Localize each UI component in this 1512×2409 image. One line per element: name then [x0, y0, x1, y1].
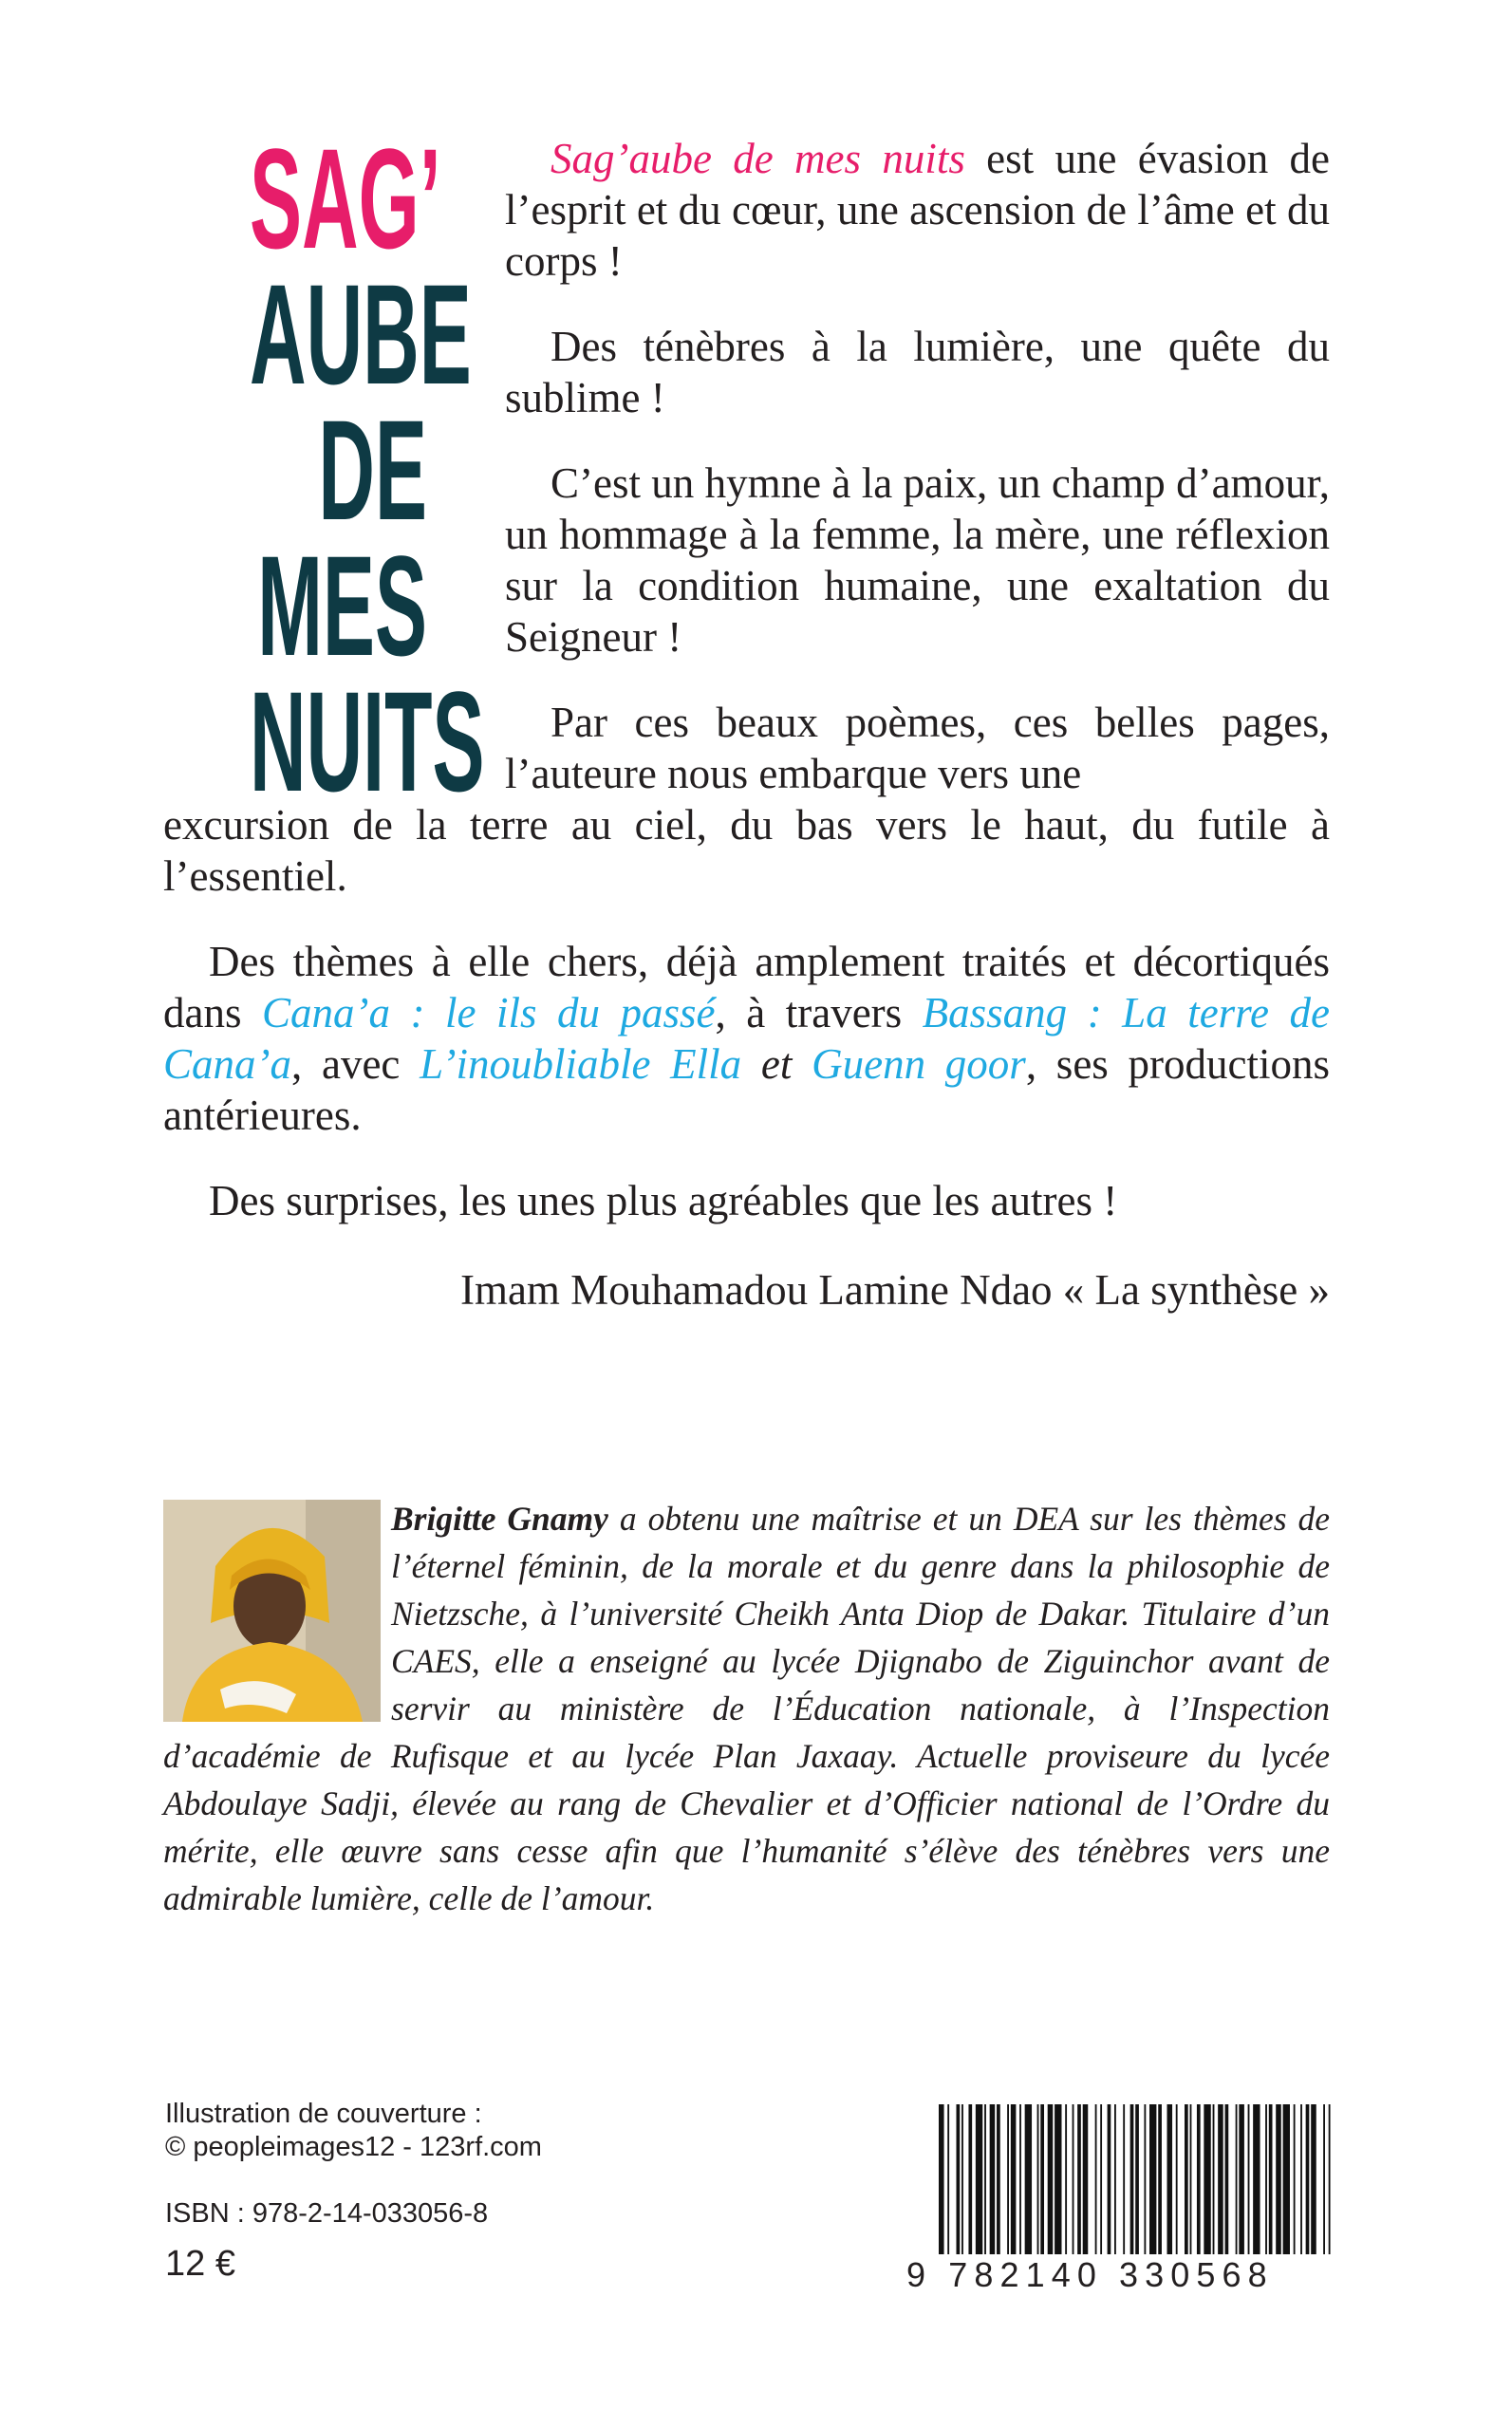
- barcode-bar: [1040, 2104, 1044, 2254]
- barcode-bar: [1283, 2104, 1290, 2254]
- barcode-bar: [947, 2104, 949, 2254]
- barcode-bar: [1190, 2104, 1192, 2254]
- title-line-4: NUITS: [250, 662, 485, 821]
- blurb-paragraph-6: Des surprises, les unes plus agréables que les autres !: [209, 1177, 1118, 1224]
- author-bio-text: a obtenu une maîtrise et un DEA sur les thèmes de l’éternel féminin, de la morale et du genre dans la philosophie de Nietzsche, à l’université Cheikh Anta Diop de Dakar. Titulaire d’un CAES, elle a enseigné au lycée Djignabo de Ziguinchor avant de servir au ministère de l’Éducation nationale, à l’Inspection d’académie de Rufisque et au lycée Plan Jaxaay. Actuelle proviseure du lycée Abdoulaye Sadji, élevée au rang de Chevalier et d’Officier national de l’Ordre du mérite, elle œuvre sans cesse afin que l’humanité s’élève des ténèbres vers une admirable lumière, celle de l’amour.: [163, 1500, 1331, 1917]
- blurb-book-title: Sag’aube de mes nuits: [551, 135, 965, 182]
- title-line-3: DE MES: [257, 390, 427, 685]
- barcode-bar: [1248, 2104, 1250, 2254]
- barcode-bar: [939, 2104, 944, 2254]
- barcode-bar: [1011, 2104, 1017, 2254]
- barcode-bar: [1253, 2104, 1260, 2254]
- book-ref-guenn-goor: Guenn goor: [812, 1040, 1026, 1088]
- barcode-bar: [968, 2104, 972, 2254]
- barcode-bar: [1311, 2104, 1316, 2254]
- barcode-bar: [1158, 2104, 1162, 2254]
- barcode-bar: [1213, 2104, 1215, 2254]
- blurb-signature: Imam Mouhamadou Lamine Ndao « La synthèse »: [459, 1266, 1330, 1314]
- barcode-bar: [1073, 2104, 1074, 2254]
- barcode-bar: [1323, 2104, 1325, 2254]
- blurb-paragraph-3: C’est un hymne à la paix, un champ d’amour, un hommage à la femme, la mère, une réflexion sur la condition humaine, une exaltation du Seigneur !: [505, 459, 1330, 661]
- author-bio: [163, 1495, 1330, 1922]
- barcode-number: 9 782140 330568: [906, 2255, 1274, 2294]
- barcode-bar: [1276, 2104, 1281, 2254]
- barcode-bar: [1037, 2104, 1039, 2254]
- barcode-bar: [1135, 2104, 1139, 2254]
- barcode-bar: [990, 2104, 996, 2254]
- barcode-bar: [1300, 2104, 1302, 2254]
- barcode: [939, 2104, 1332, 2254]
- barcode-bar: [1185, 2104, 1188, 2254]
- barcode-bar: [1144, 2104, 1146, 2254]
- blurb-paragraph-4: Par ces beaux poèmes, ces belles pages, l’auteure nous embarque vers une: [505, 699, 1330, 797]
- barcode-bar: [1269, 2104, 1273, 2254]
- cover-credit: Illustration de couverture : © peopleimages12 - 123rf.com: [165, 2099, 542, 2162]
- book-ref-canaa: Cana’a : le ils du passé: [262, 989, 716, 1036]
- isbn: ISBN : 978-2-14-033056-8: [165, 2198, 489, 2229]
- blurb-paragraph-4-continued: excursion de la terre au ciel, du bas vers le haut, du futile à l’essentiel.: [163, 801, 1330, 900]
- barcode-bar: [1239, 2104, 1244, 2254]
- barcode-bar: [1294, 2104, 1296, 2254]
- barcode-bar: [1236, 2104, 1238, 2254]
- barcode-bar: [984, 2104, 986, 2254]
- title-line-1: SAG’: [250, 119, 441, 278]
- barcode-bar: [957, 2104, 961, 2254]
- title-line-2: AUBE: [250, 254, 472, 414]
- blurb-paragraph-2: Des ténèbres à la lumière, une quête du sublime !: [505, 323, 1330, 421]
- barcode-bar: [1149, 2104, 1156, 2254]
- barcode-bar: [1055, 2104, 1061, 2254]
- back-cover-blurb: [163, 119, 1331, 1350]
- barcode-bar: [997, 2104, 1000, 2254]
- barcode-bar: [1176, 2104, 1178, 2254]
- barcode-bar: [1095, 2104, 1097, 2254]
- barcode-bar: [1083, 2104, 1089, 2254]
- barcode-bar: [1048, 2104, 1054, 2254]
- barcode-bar: [1114, 2104, 1116, 2254]
- blurb-paragraph-5: Des thèmes à elle chers, déjà amplement traités et décortiqués dans Cana’a : le ils du passé, à travers Bassang : La terre de Cana’a, avec L’inoubliable Ella et Guenn goor, ses productions antérieures.: [163, 938, 1331, 1139]
- barcode-bar: [1077, 2104, 1081, 2254]
- barcode-bar: [1167, 2104, 1173, 2254]
- barcode-bar: [1123, 2104, 1125, 2254]
- book-ref-bassang: Bassang : La terre de Cana’a: [163, 989, 1330, 1088]
- barcode-bar: [1007, 2104, 1009, 2254]
- blurb-paragraph-1: Sag’aube de mes nuits est une évasion de l’esprit et du cœur, une ascension de l’âme et du corps !: [505, 135, 1330, 285]
- price: 12 €: [165, 2244, 235, 2284]
- barcode-bar: [1306, 2104, 1310, 2254]
- book-ref-ella: L’inoubliable Ella: [420, 1040, 742, 1088]
- barcode-bar: [1204, 2104, 1210, 2254]
- barcode-bar: [1025, 2104, 1032, 2254]
- barcode-bar: [961, 2104, 963, 2254]
- barcode-bar: [1019, 2104, 1021, 2254]
- barcode-bar: [1065, 2104, 1067, 2254]
- barcode-bar: [1218, 2104, 1223, 2254]
- author-name: Brigitte Gnamy: [391, 1500, 608, 1538]
- barcode-bar: [1100, 2104, 1102, 2254]
- barcode-bar: [1265, 2104, 1267, 2254]
- barcode-bar: [1197, 2104, 1201, 2254]
- barcode-bar: [1329, 2104, 1331, 2254]
- barcode-bar: [976, 2104, 982, 2254]
- barcode-bar: [1225, 2104, 1229, 2254]
- barcode-bar: [1108, 2104, 1111, 2254]
- barcode-bar: [1130, 2104, 1134, 2254]
